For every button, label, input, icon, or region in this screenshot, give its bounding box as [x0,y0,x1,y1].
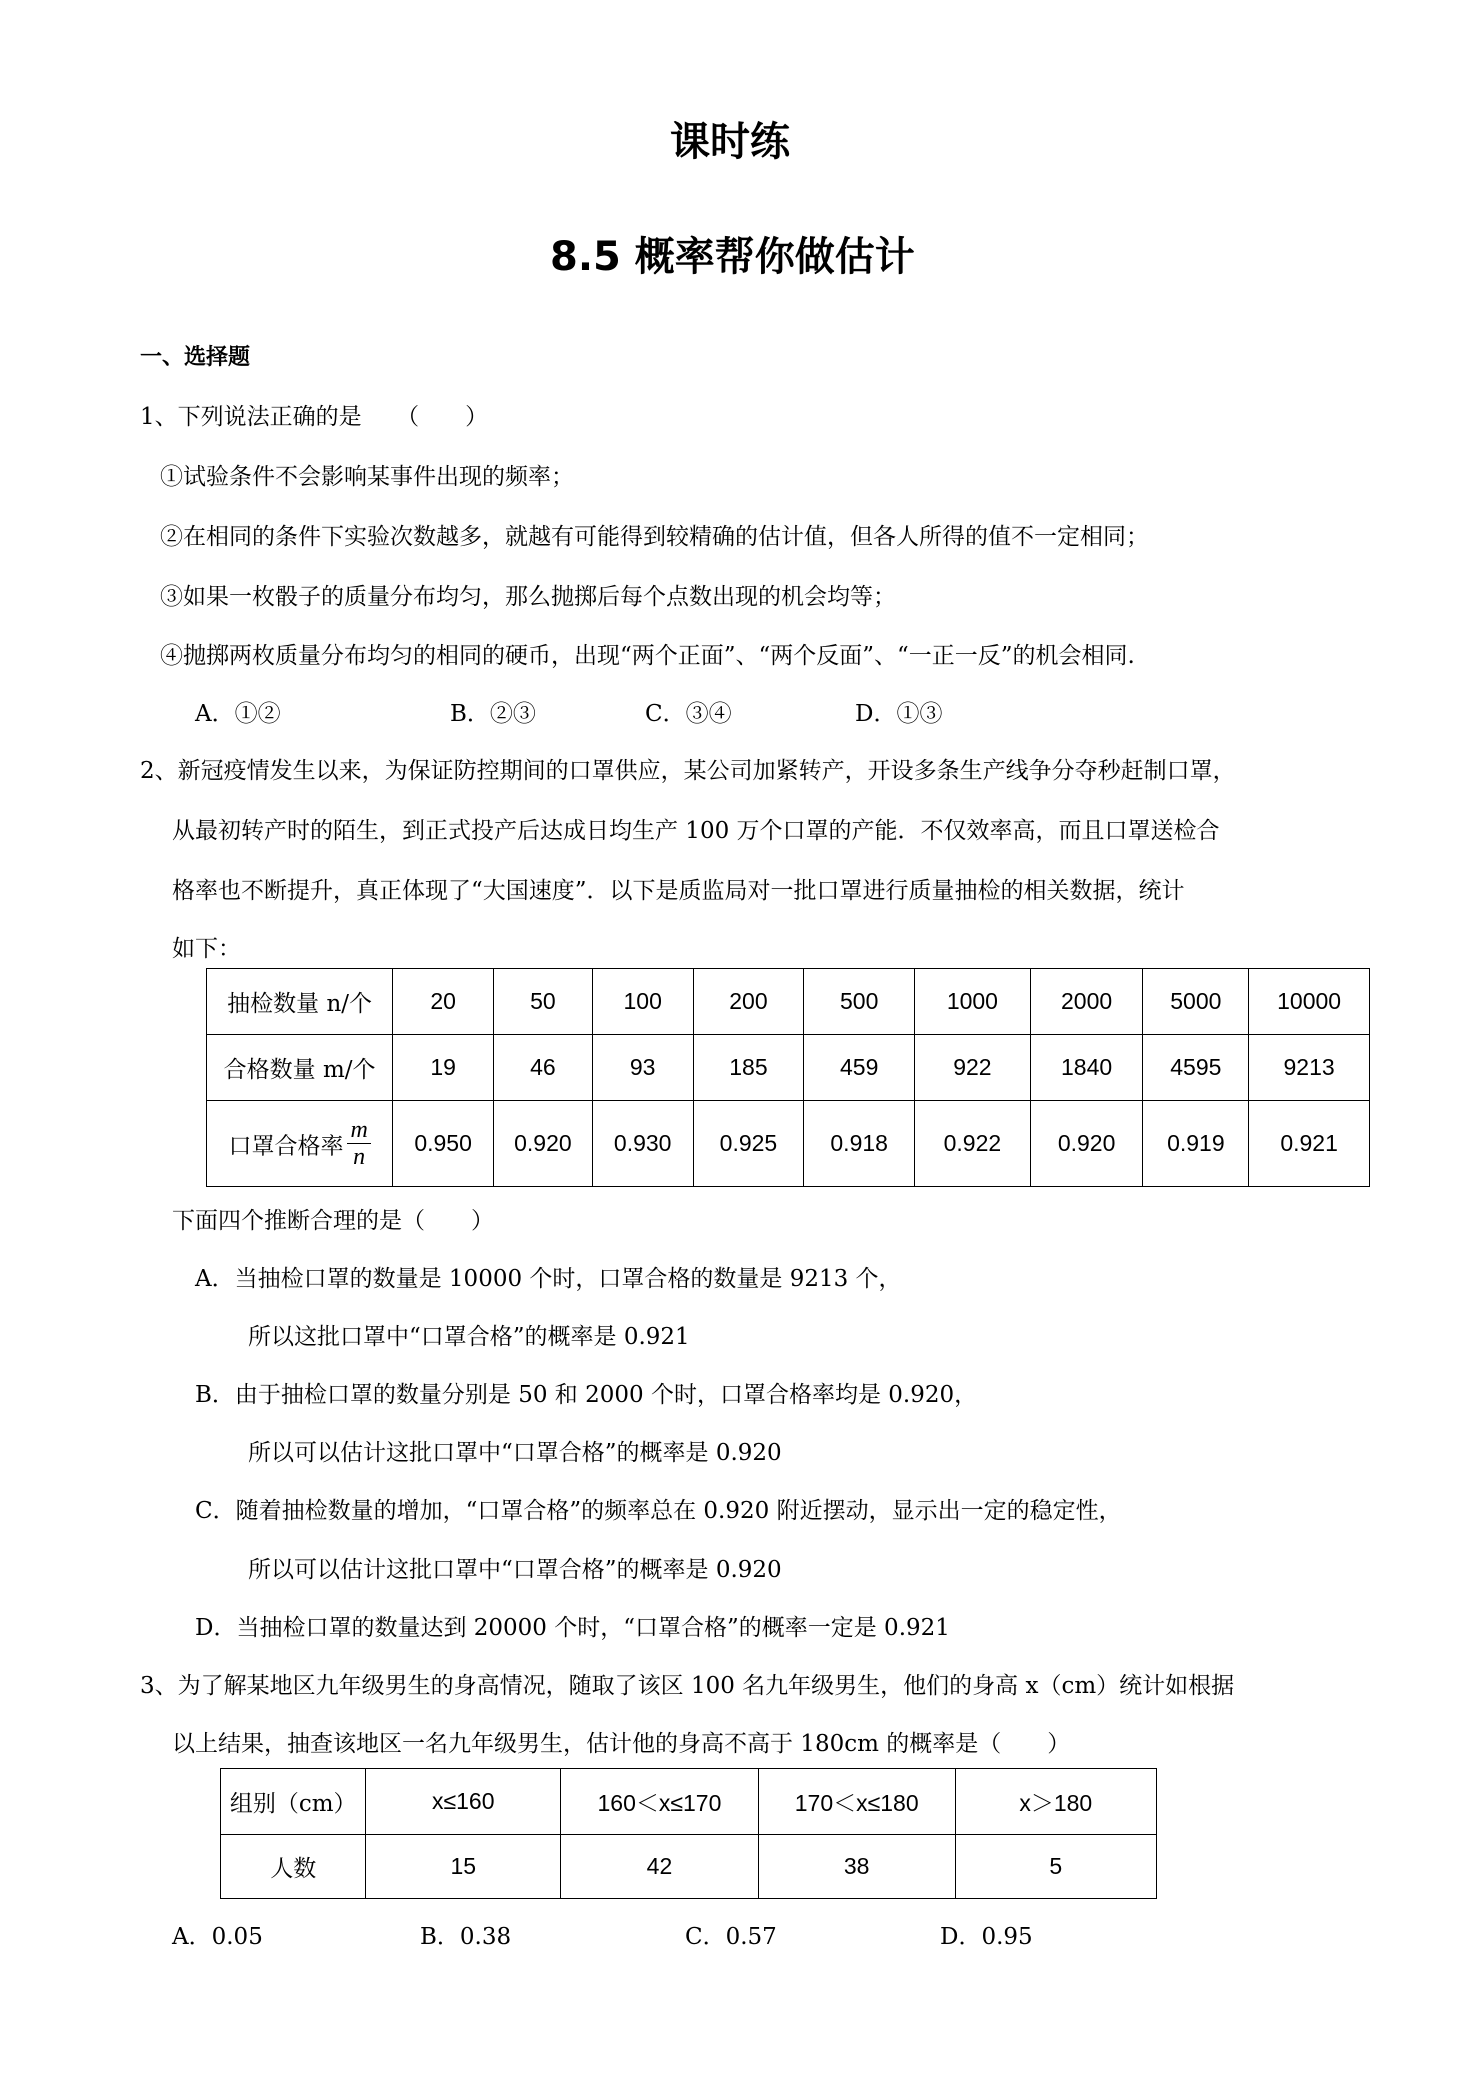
n-cell: 1000 [915,969,1031,1035]
count-cell: 38 [758,1835,955,1899]
n-cell: 5000 [1143,969,1249,1035]
m-cell: 19 [393,1035,494,1101]
count-cell: 42 [561,1835,759,1899]
q1-option-c: C．③④ [645,701,732,727]
count-cell: 15 [366,1835,561,1899]
n-cell: 500 [804,969,915,1035]
table-row [207,1035,1370,1101]
rate-cell: 0.919 [1143,1101,1249,1187]
row-label-rate [207,1101,393,1187]
q1-option-d: D．①③ [855,701,943,727]
q2-option-a: A．当抽检口罩的数量是 10000 个时，口罩合格的数量是 9213 个， [195,1266,902,1292]
n-cell: 10000 [1249,969,1370,1035]
rate-cell: 0.925 [693,1101,804,1187]
q2-data-table [206,968,1370,1187]
q1-statement-4: ④抛掷两枚质量分布均匀的相同的硬币，出现“两个正面”、“两个反面”、“一正一反”的机会相同. [160,643,1135,669]
n-cell: 2000 [1030,969,1143,1035]
q2-option-a-cont: 所以这批口罩中“口罩合格”的概率是 0.921 [248,1324,690,1350]
n-cell: 100 [592,969,693,1035]
q3-option-d: D．0.95 [940,1924,1033,1950]
q2-prompt: 下面四个推断合理的是（ ） [172,1208,494,1234]
q1-statement-1: ①试验条件不会影响某事件出现的频率； [160,464,574,490]
rate-cell: 0.920 [494,1101,593,1187]
rate-cell: 0.921 [1249,1101,1370,1187]
rate-cell: 0.920 [1030,1101,1143,1187]
q2-stem-line-1: 2、新冠疫情发生以来，为保证防控期间的口罩供应，某公司加紧转产，开设多条生产线争分夺秒赶制口罩， [140,758,1236,784]
row-label-m: 合格数量 m/个 [207,1035,393,1101]
rate-cell: 0.922 [915,1101,1031,1187]
q1-option-b: B．②③ [450,701,536,727]
table-row [207,969,1370,1035]
q3-stem-line-2: 以上结果，抽查该地区一名九年级男生，估计他的身高不高于 180cm 的概率是（ ） [172,1731,1071,1757]
m-cell: 9213 [1249,1035,1370,1101]
m-cell: 922 [915,1035,1031,1101]
group-header: x＞180 [955,1769,1156,1835]
rate-cell: 0.918 [804,1101,915,1187]
row-label-n: 抽检数量 n/个 [207,969,393,1035]
m-cell: 93 [592,1035,693,1101]
q3-option-c: C．0.57 [685,1924,777,1950]
q1-statement-3: ③如果一枚骰子的质量分布均匀，那么抛掷后每个点数出现的机会均等； [160,584,896,610]
m-cell: 185 [693,1035,804,1101]
q2-option-b: B．由于抽检口罩的数量分别是 50 和 2000 个时，口罩合格率均是 0.920， [195,1382,978,1408]
q3-data-table [220,1768,1157,1899]
m-cell: 4595 [1143,1035,1249,1101]
fraction-denominator: n [353,1144,366,1170]
count-cell: 5 [955,1835,1156,1899]
rate-label-text: 口罩合格率 [228,1133,344,1159]
rate-cell: 0.950 [393,1101,494,1187]
m-over-n-fraction [347,1117,370,1171]
rate-cell: 0.930 [592,1101,693,1187]
section-heading: 一、选择题 [140,345,251,370]
page-subtitle: 8.5 概率帮你做估计 [550,234,915,280]
page-title: 课时练 [670,119,790,165]
q1-stem: 1、下列说法正确的是 （ ） [140,404,489,430]
q2-stem-line-2: 从最初转产时的陌生，到正式投产后达成日均生产 100 万个口罩的产能．不仅效率高，而且口罩送检合 [172,818,1220,844]
group-header: 170＜x≤180 [758,1769,955,1835]
q3-stem-line-1: 3、为了解某地区九年级男生的身高情况，随取了该区 100 名九年级男生，他们的身高 x（cm）统计如根据 [140,1673,1235,1699]
q3-option-a: A．0.05 [172,1924,263,1950]
q1-statement-2: ②在相同的条件下实验次数越多，就越有可能得到较精确的估计值，但各人所得的值不一定相同； [160,524,1149,550]
fraction-numerator: m [347,1117,370,1144]
table-row [221,1835,1157,1899]
count-row-label: 人数 [221,1835,366,1899]
q3-option-b: B．0.38 [420,1924,512,1950]
group-header: 组别（cm） [221,1769,366,1835]
m-cell: 1840 [1030,1035,1143,1101]
q2-option-c-cont: 所以可以估计这批口罩中“口罩合格”的概率是 0.920 [248,1557,782,1583]
n-cell: 20 [393,969,494,1035]
m-cell: 459 [804,1035,915,1101]
q1-option-a: A．①② [195,701,281,727]
q2-option-b-cont: 所以可以估计这批口罩中“口罩合格”的概率是 0.920 [248,1440,782,1466]
n-cell: 50 [494,969,593,1035]
q2-option-d: D．当抽检口罩的数量达到 20000 个时，“口罩合格”的概率一定是 0.921 [195,1615,950,1641]
table-row [221,1769,1157,1835]
q2-stem-line-4: 如下： [172,936,241,962]
m-cell: 46 [494,1035,593,1101]
q2-stem-line-3: 格率也不断提升，真正体现了“大国速度”．以下是质监局对一批口罩进行质量抽检的相关数据，统计 [172,878,1185,904]
table-row [207,1101,1370,1187]
group-header: 160＜x≤170 [561,1769,759,1835]
group-header: x≤160 [366,1769,561,1835]
n-cell: 200 [693,969,804,1035]
q2-option-c: C．随着抽检数量的增加，“口罩合格”的频率总在 0.920 附近摆动，显示出一定的稳定性， [195,1498,1122,1524]
